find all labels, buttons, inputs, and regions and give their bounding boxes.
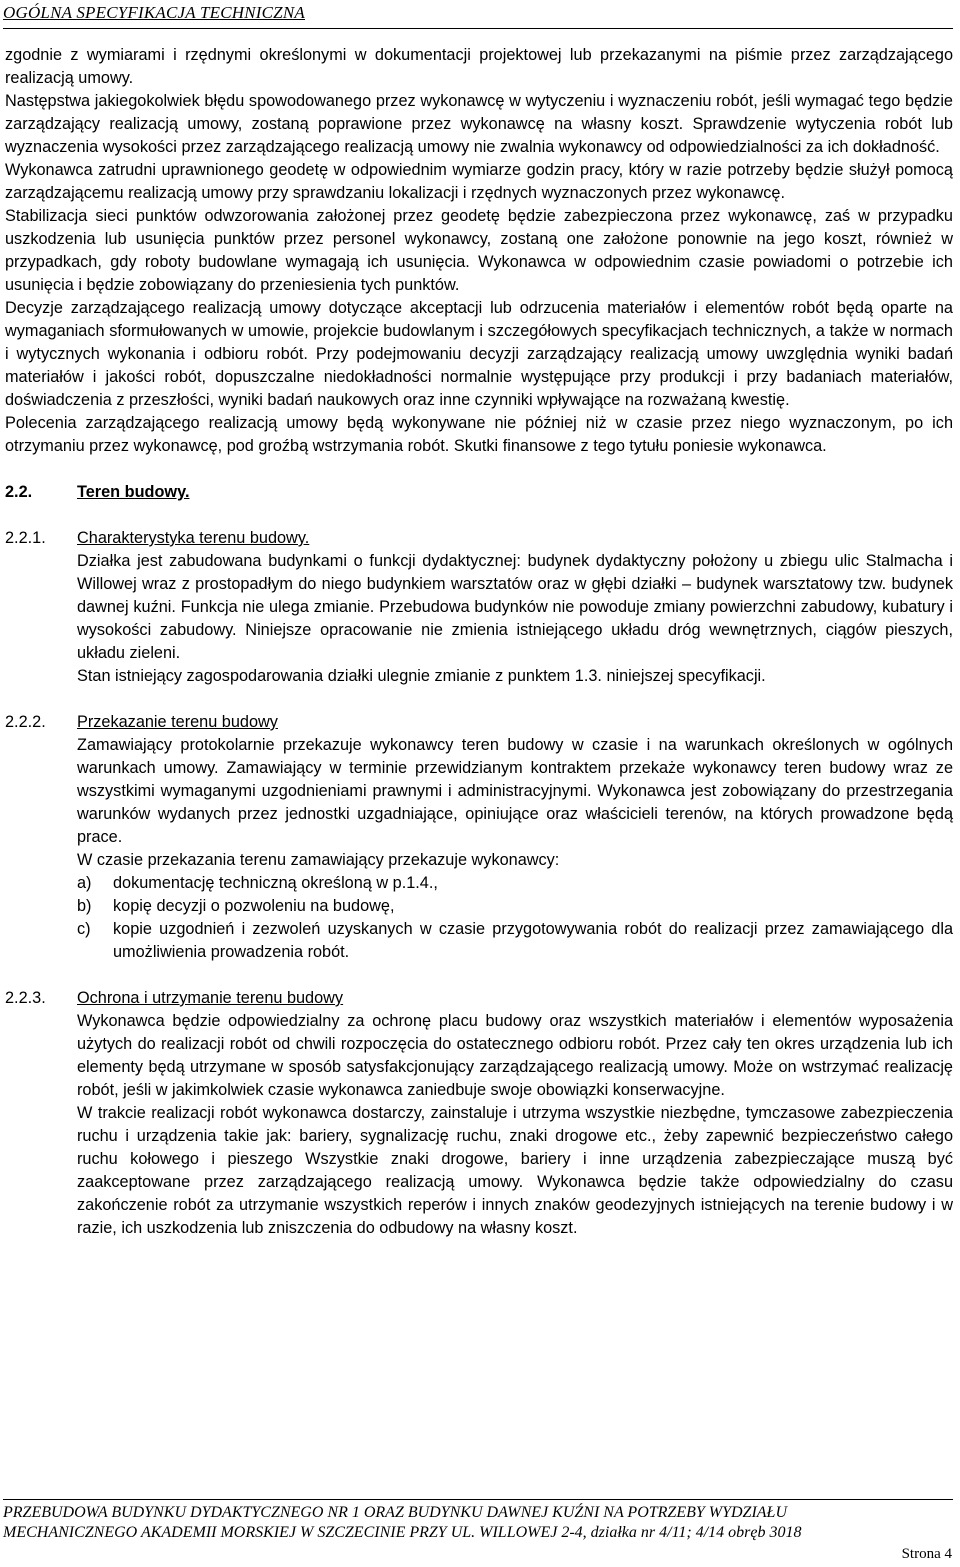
subsection-heading <box>5 987 953 1010</box>
document-body <box>5 44 953 1263</box>
list-item-text: dokumentację techniczną określoną w p.1.4., <box>113 874 438 892</box>
subsection-site-handover <box>5 711 953 964</box>
paragraph: W trakcie realizacji robót wykonawca dostarczy, zainstaluje i utrzyma wszystkie niezbędne, tymczasowe zabezpieczenia ruchu i urządzenia takie jak: bariery, sygnalizację ruchu, znaki drogowe etc., żeby zapewnić bezpieczeństwo całego ruchu kołowego i pieszego Wszystkie znaki drogowe, bariery i inne urządzenia zabezpieczające muszą być zaakceptowane przez zarządzającego realizacją umowy. Wykonawca będzie także odpowiedzialny do czasu zakończenie robót za utrzymanie wszystkich reperów i innych znaków geodezyjnych istniejących na terenie budowy i w razie, ich uszkodzenia lub zniszczenia do odbudowy na własny koszt. <box>77 1104 953 1237</box>
paragraph: Decyzje zarządzającego realizacją umowy dotyczące akceptacji lub odrzucenia materiałów i elementów robót będą oparte na wymaganiach sformułowanych w umowie, projekcie budowlanym i szczegółowych specyfikacjach technicznych, a także w normach i wytycznych wykonania i odbioru robót. Przy podejmowaniu decyzji zarządzający realizacją umowy uwzględnia wyniki badań materiałów i jakości robót, dopuszczalne niedokładności normalnie występujące przy produkcji i przy badaniach materiałów, doświadczenia z przeszłości, wyniki badań naukowych oraz inne czynniki wpływające na rozważaną kwestię. <box>5 299 953 409</box>
paragraph: zgodnie z wymiarami i rzędnymi określonymi w dokumentacji projektowej lub przekazanymi na piśmie przez zarządzającego realizacją umowy. <box>5 46 953 87</box>
paragraph: W czasie przekazania terenu zamawiający przekazuje wykonawcy: <box>77 851 560 869</box>
paragraph: Wykonawca zatrudni uprawnionego geodetę w odpowiednim wymiarze godzin pracy, który w razie potrzeby będzie służył pomocą zarządzającemu realizacją umowy przy sprawdzaniu lokalizacji i rzędnych wyznaczonych przez wykonawcę. <box>5 161 953 202</box>
page-header <box>3 2 953 29</box>
list-item <box>77 895 953 918</box>
subsection-heading <box>5 527 953 550</box>
subsection-content <box>77 734 953 964</box>
paragraph: Następstwa jakiegokolwiek błędu spowodowanego przez wykonawcę w wytyczeniu i wyznaczeniu robót, jeśli wymagać tego będzie zarządzający realizacją umowy, zostaną poprawione przez wykonawcę na własny koszt. Sprawdzenie wytyczenia robót lub wyznaczenia wysokości przez zarządzającego realizacją umowy nie zwalnia wykonawcy od odpowiedzialności za ich dokładność. <box>5 92 953 156</box>
section-heading <box>5 481 953 504</box>
paragraph: Zamawiający protokolarnie przekazuje wykonawcy teren budowy w czasie i na warunkach określonych w ogólnych warunkach umowy. Zamawiający w terminie przewidzianym kontraktem przekaże wykonawcy teren budowy wraz ze wszystkimi wymaganymi uzgodnieniami prawnymi i administracyjnymi. Wykonawca jest zobowiązany do przestrzegania warunków wydanych przez jednostki uzgadniające, opiniujące oraz właścicieli terenów, na których prowadzone będą prace. <box>77 736 953 846</box>
paragraph: Działka jest zabudowana budynkami o funkcji dydaktycznej: budynek dydaktyczny położony u zbiegu ulic Stalmacha i Willowej wraz z prostopadłym do niego budynkiem warsztatów oraz w głębi działki – budynek warsztatowy tzw. budynek dawnej kuźni. Funkcja nie ulega zmianie. Przebudowa budynków nie powoduje zmiany powierzchni zabudowy, kubatury i wysokości zabudowy. Niniejsze opracowanie nie zmienia istniejącego układu dróg wewnętrznych, ciągów pieszych, układu zieleni. <box>77 552 953 662</box>
footer-line-1: PRZEBUDOWA BUDYNKU DYDAKTYCZNEGO NR 1 ORAZ BUDYNKU DAWNEJ KUŹNI NA POTRZEBY WYDZIAŁU <box>3 1504 787 1521</box>
paragraph: Stan istniejący zagospodarowania działki ulegnie zmianie z punktem 1.3. niniejszej specyfikacji. <box>77 667 766 685</box>
list-item-label: a) <box>77 874 92 892</box>
subsection-title: Charakterystyka terenu budowy. <box>77 529 310 547</box>
paragraph: Stabilizacja sieci punktów odwzorowania założonej przez geodetę będzie zabezpieczona przez wykonawcę, zaś w przypadku uszkodzenia lub usunięcia punktów przez personel wykonawcy, zostaną one założone ponownie na jego koszt, również w przypadkach, gdy roboty budowlane wymagają ich usunięcia. Wykonawca w odpowiednim czasie powiadomi o potrzebie ich usunięcia i będzie zobowiązany do przeniesienia tych punktów. <box>5 207 953 294</box>
subsection-number: 2.2.1. <box>5 529 46 547</box>
subsection-title: Ochrona i utrzymanie terenu budowy <box>77 989 344 1007</box>
subsection-content <box>77 1010 953 1240</box>
footer-line-2: MECHANICZNEGO AKADEMII MORSKIEJ W SZCZECINIE PRZY UL. WILLOWEJ 2-4, działka nr 4/11; 4/14 obręb 3018 <box>3 1524 802 1541</box>
list-item-text: kopie uzgodnień i zezwoleń uzyskanych w czasie przygotowywania robót do realizacji przez zamawiającego dla umożliwienia prowadzenia robót. <box>113 920 953 961</box>
subsection-site-characteristics <box>5 527 953 688</box>
section-number: 2.2. <box>5 483 33 501</box>
subsection-number: 2.2.2. <box>5 713 46 731</box>
paragraph: Polecenia zarządzającego realizacją umowy będą wykonywane nie później niż w czasie przez niego wyznaczonym, po ich otrzymaniu przez wykonawcę, pod groźbą wstrzymania robót. Skutki finansowe z tego tytułu poniesie wykonawca. <box>5 414 953 455</box>
list-item-label: b) <box>77 897 92 915</box>
subsection-title: Przekazanie terenu budowy <box>77 713 278 731</box>
paragraph: Wykonawca będzie odpowiedzialny za ochronę placu budowy oraz wszystkich materiałów i elementów wyposażenia użytych do realizacji robót od chwili rozpoczęcia do ostatecznego odbioru robót. Przez cały ten okres urządzenia lub ich elementy będą utrzymane w sposób satysfakcjonujący zarządzającego realizacją umowy. Może on wstrzymać realizację robót, jeśli w jakimkolwiek czasie wykonawca zaniedbuje swoje obowiązki konserwacyjne. <box>77 1012 953 1099</box>
subsection-site-protection <box>5 987 953 1240</box>
list-item-label: c) <box>77 920 91 938</box>
section-title: Teren budowy. <box>77 483 190 501</box>
page-footer <box>3 1499 953 1543</box>
page-number: Strona 4 <box>901 1546 952 1562</box>
subsection-number: 2.2.3. <box>5 989 46 1007</box>
header-title: OGÓLNA SPECYFIKACJA TECHNICZNA <box>3 3 305 22</box>
list-item-text: kopię decyzji o pozwoleniu na budowę, <box>113 897 395 915</box>
list-item <box>77 872 953 895</box>
list-item <box>77 918 953 964</box>
subsection-content <box>77 550 953 688</box>
subsection-heading <box>5 711 953 734</box>
handover-list <box>77 872 953 964</box>
